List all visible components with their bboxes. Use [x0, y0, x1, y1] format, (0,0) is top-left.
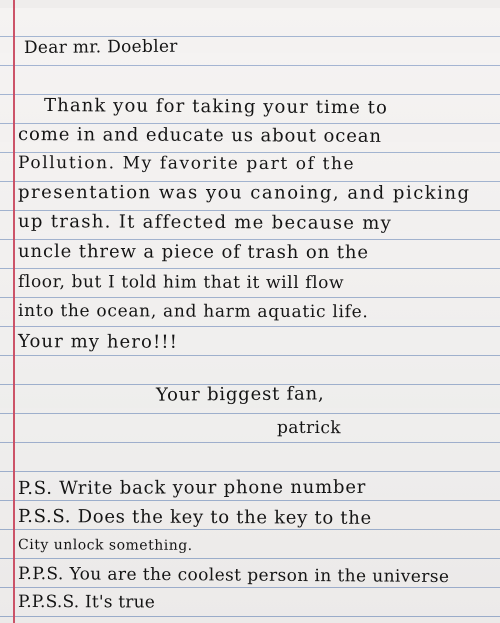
body-line-4: presentation was you canoing, and picking: [17, 182, 471, 204]
postscript-3: City unlock something.: [17, 537, 193, 554]
body-line-9: Your my hero!!!: [17, 331, 179, 353]
postscript-1: P.S. Write back your phone number: [17, 476, 367, 499]
body-line-1: Thank you for taking your time to: [43, 95, 389, 119]
postscript-2: P.S.S. Does the key to the key to the: [17, 506, 372, 529]
postscript-4: P.P.S. You are the coolest person in the universe: [17, 564, 450, 588]
closing-line: Your biggest fan,: [155, 383, 325, 406]
body-line-3: Pollution. My favorite part of the: [17, 153, 356, 175]
body-line-2: come in and educate us about ocean: [17, 124, 382, 147]
body-line-6: uncle threw a piece of trash on the: [17, 241, 369, 264]
paper-top-band: [0, 0, 500, 8]
body-line-5: up trash. It affected me because my: [17, 211, 393, 234]
body-line-7: floor, but I told him that it will flow: [17, 272, 345, 294]
postscript-5: P.P.S.S. It's true: [17, 592, 156, 613]
red-margin-line: [13, 0, 15, 623]
signature-name: patrick: [276, 417, 342, 439]
salutation: Dear mr. Doebler: [23, 36, 178, 58]
body-line-8: into the ocean, and harm aquatic life.: [17, 301, 369, 323]
